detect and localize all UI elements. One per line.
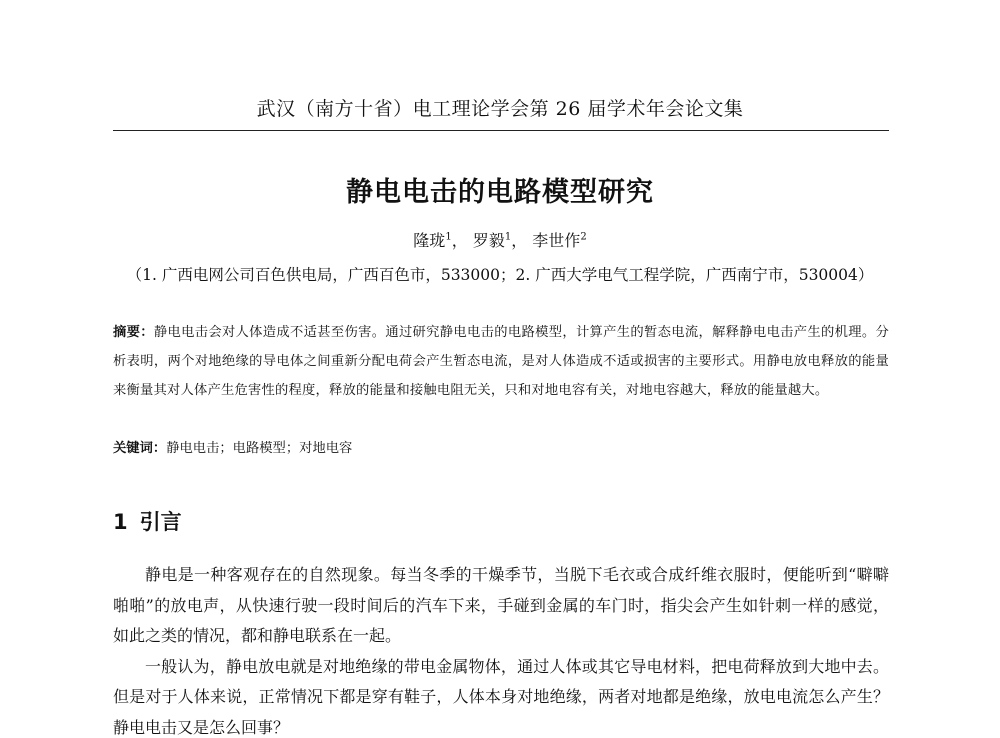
section-title: 引言: [139, 510, 182, 534]
author-affiliation-mark: 1: [445, 231, 452, 243]
keywords-text: 静电电击；电路模型；对地电容: [166, 441, 353, 456]
author-name: 李世作: [532, 231, 581, 250]
paper-title: 静电电击的电路模型研究: [346, 177, 654, 208]
keywords: [113, 437, 889, 461]
abstract: [113, 318, 889, 405]
section-number: 1: [113, 510, 128, 534]
author-affiliation-mark: 2: [580, 231, 587, 243]
body-text: [113, 560, 889, 738]
body-paragraph: 一般认为，静电放电就是对地绝缘的带电金属物体，通过人体或其它导电材料，把电荷释放到大地中去。但是对于人体来说，正常情况下都是穿有鞋子，人体本身对地绝缘，两者对地都是绝缘，放电电流怎么产生？静电电击又是怎么回事？: [113, 656, 889, 737]
author-name: 隆珑: [413, 231, 446, 250]
author-separator: ，: [451, 231, 468, 250]
abstract-label: 摘要：: [113, 325, 154, 340]
author-separator: ，: [511, 231, 528, 250]
abstract-text: 静电电击会对人体造成不适甚至伤害。通过研究静电电击的电路模型，计算产生的暂态电流，解释静电电击产生的机理。分析表明，两个对地绝缘的导电体之间重新分配电荷会产生暂态电流，是对人体造成不适或损害的主要形式。用静电放电释放的能量来衡量其对人体产生危害性的程度，释放的能量和接触电阻无关，只和对地电容有关，对地电容越大，释放的能量越大。: [113, 325, 889, 398]
header-rule: [113, 130, 889, 131]
author-name: 罗毅: [472, 231, 505, 250]
running-header: 武汉（南方十省）电工理论学会第 26 届学术年会论文集: [256, 98, 744, 120]
author-list: [0, 228, 1000, 251]
keywords-label: 关键词：: [113, 441, 167, 456]
affiliations: （1. 广西电网公司百色供电局，广西百色市，533000；2. 广西大学电气工程学院，广西南宁市，530004）: [126, 266, 874, 284]
body-paragraph: 静电是一种客观存在的自然现象。每当冬季的干燥季节，当脱下毛衣或合成纤维衣服时，便能听到“噼噼啪啪”的放电声，从快速行驶一段时间后的汽车下来，手碰到金属的车门时，指尖会产生如针刺一样的感觉，如此之类的情况，都和静电联系在一起。: [113, 565, 889, 645]
author-affiliation-mark: 1: [504, 231, 512, 243]
section-heading: [113, 506, 182, 536]
